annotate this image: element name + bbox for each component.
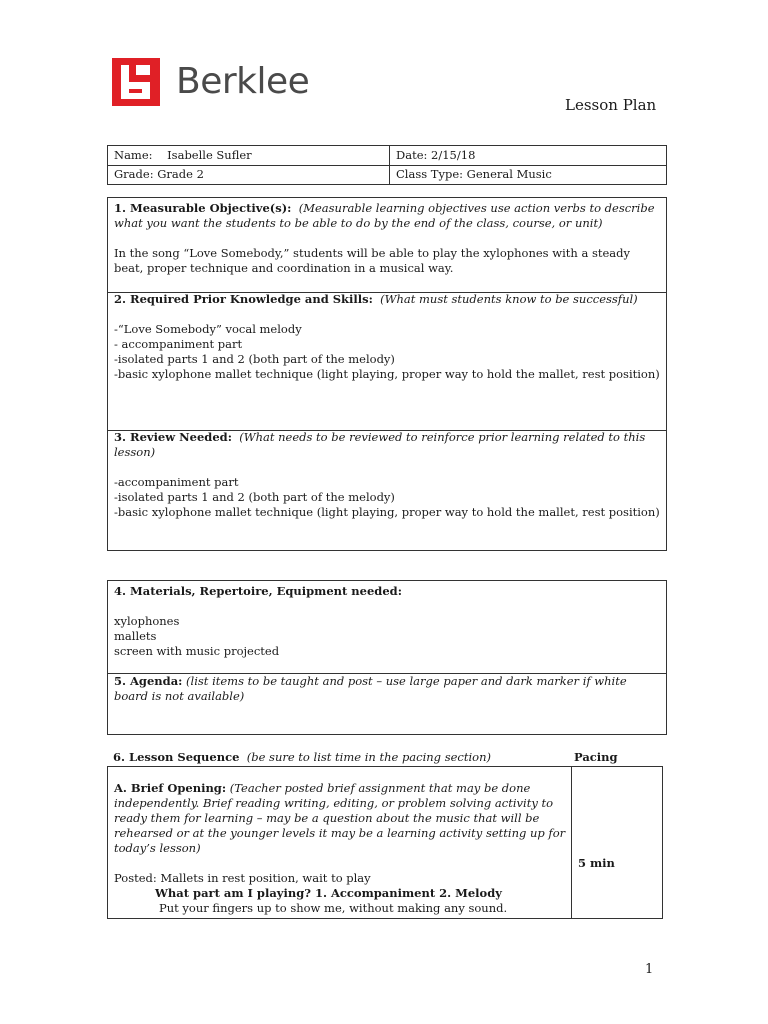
page-title: Lesson Plan: [565, 96, 657, 114]
divider: [571, 767, 572, 918]
section-hint: (list items to be taught and post – use large paper and dark marker if white board is not available): [114, 674, 627, 703]
section-hint: (Measurable learning objectives use action verbs to describe what you want the students to be able to do by the end of the class, course, or unit): [114, 201, 655, 230]
name-cell: Name: Isabelle Sufler: [114, 148, 252, 162]
header-info-table: [107, 145, 667, 185]
section-objective: [108, 201, 666, 276]
section-review: [108, 430, 666, 520]
pacing-header: Pacing: [574, 750, 618, 764]
page-number: 1: [645, 962, 654, 977]
materials-agenda-box: [107, 580, 667, 735]
section-title: 4. Materials, Repertoire, Equipment needed:: [114, 584, 402, 598]
name-value: Isabelle Sufler: [167, 148, 252, 162]
lesson-sequence-box: [107, 766, 663, 919]
section-agenda: [108, 674, 666, 704]
section-title: 1. Measurable Objective(s):: [114, 201, 292, 215]
objective-body: In the song “Love Somebody,” students will be able to play the xylophones with a steady beat, proper technique and coordination in a musical way.: [114, 246, 630, 275]
brief-opening: [114, 781, 566, 916]
section-hint: (Teacher posted brief assignment that may be done independently. Brief reading writing, editing, or problem solving activity to ready them for learning – may be a question about the music that will be rehearsed or at the younger levels it may be a learning activity setting up for today’s lesson): [114, 781, 566, 855]
list-item: -basic xylophone mallet technique (light playing, proper way to hold the mallet, rest position): [114, 367, 660, 381]
list-item: - accompaniment part: [114, 337, 243, 351]
berklee-logo-mark-icon: [112, 58, 160, 106]
list-item: -accompaniment part: [114, 475, 239, 489]
section-sequence-heading: [113, 750, 491, 765]
section-hint: (be sure to list time in the pacing section): [246, 750, 491, 764]
list-item: screen with music projected: [114, 644, 280, 658]
divider: [108, 165, 666, 166]
section-hint: (What must students know to be successful): [380, 292, 638, 306]
list-item: -isolated parts 1 and 2 (both part of the melody): [114, 490, 395, 504]
list-item: -isolated parts 1 and 2 (both part of the melody): [114, 352, 395, 366]
instruction-text: Put your fingers up to show me, without making any sound.: [159, 901, 508, 915]
section-title: A. Brief Opening:: [114, 781, 227, 795]
section-hint: (What needs to be reviewed to reinforce prior learning related to this lesson): [114, 430, 646, 459]
berklee-logo: [112, 58, 312, 108]
list-item: -basic xylophone mallet technique (light playing, proper way to hold the mallet, rest position): [114, 505, 660, 519]
date-value: 2/15/18: [431, 148, 476, 162]
pacing-value: 5 min: [578, 856, 615, 870]
question-text: What part am I playing? 1. Accompaniment 2. Melody: [155, 886, 502, 900]
class-type-cell: Class Type: General Music: [396, 167, 552, 181]
section-title: 3. Review Needed:: [114, 430, 232, 444]
posted-text: Posted: Mallets in rest position, wait to play: [114, 871, 371, 885]
list-item: mallets: [114, 629, 157, 643]
date-cell: Date: 2/15/18: [396, 148, 476, 162]
class-type-value: General Music: [466, 167, 552, 181]
section-materials: [108, 584, 666, 659]
section-title: 6. Lesson Sequence: [113, 750, 240, 764]
section-title: 2. Required Prior Knowledge and Skills:: [114, 292, 373, 306]
grade-cell: Grade: Grade 2: [114, 167, 204, 181]
section-title: 5. Agenda:: [114, 674, 183, 688]
grade-value: Grade 2: [157, 167, 204, 181]
list-item: xylophones: [114, 614, 180, 628]
section-prior-knowledge: [108, 292, 666, 382]
list-item: -“Love Somebody” vocal melody: [114, 322, 302, 336]
objectives-box: [107, 197, 667, 551]
logo-wordmark: Berklee: [176, 61, 310, 102]
